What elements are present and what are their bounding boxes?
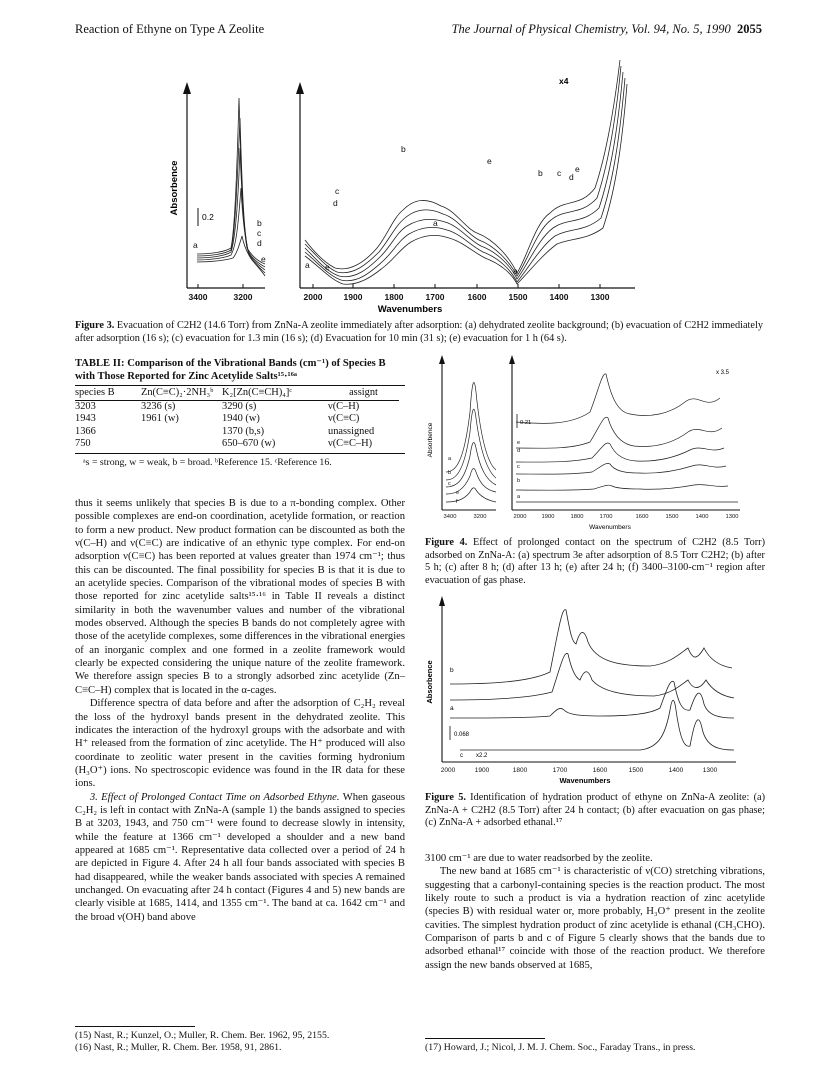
fig3-tick-1600: 1600 xyxy=(467,292,487,302)
fig4-multiplier: x 3.5 xyxy=(716,370,730,376)
fig4-left-label-b: b xyxy=(448,470,452,476)
table-2-head-k-zn: K₂[Zn(C≡CH)₄]ᶜ xyxy=(222,387,293,398)
fig4-tick-2000: 2000 xyxy=(513,514,527,520)
fig3-right-label-c-right: c xyxy=(557,168,562,178)
table-cell: 3290 (s) xyxy=(222,400,257,412)
fig3-right-label-b: b xyxy=(401,144,406,154)
footnote-17: (17) Howard, J.; Nicol, J. M. J. Chem. Soc., Faraday Trans., in press. xyxy=(425,1042,696,1053)
fig3-scale-bar: 0.2 xyxy=(202,212,214,222)
fig4-right-label-e: e xyxy=(517,440,521,446)
table-cell xyxy=(141,426,222,439)
fig4-tick-1300: 1300 xyxy=(725,514,739,520)
fig5-tick-1900: 1900 xyxy=(474,767,490,774)
fig4-left-label-f: f xyxy=(456,499,458,505)
table-cell: 650–670 (w) xyxy=(222,438,276,450)
table-cell: 1940 (w) xyxy=(222,413,260,425)
fig3-right-label-d-right: d xyxy=(569,172,574,182)
body-paragraph: thus it seems unlikely that species B is due to a π-bonding complex. Other possible complexes are end-on coordination, acetylide formation, or reaction to form a new product. New product formation can be discounted as both the ν(C–H) and ν(C≡C) are indicative of an ethynic type complex. For end-on adsorption ν(C≡C) has been reported at values greater than 1974 cm⁻¹; thus this can be discounted. The final possibility for species B is that it is due to an acetylide species. Comparison of the vibrational modes of species B with those reported for zinc acetylide salts¹⁵·¹⁶ in Table II reveals a distinct similarity in both the wavenumber values and number of the vibrational modes observed. Although the species B bands do not completely agree with those of the acetylide complexes, some differences in the vibrational energies of an inorganic complex and one formed in a zeolite framework would clearly be expected considering the unique nature of the zeolite framework. We therefore assign species B to a strongly adsorbed zinc acetylide (Zn–C≡C–H) complex that is located in the α-cages. xyxy=(75,498,405,696)
fig4-tick-1600: 1600 xyxy=(635,514,649,520)
table-cell: 1943 xyxy=(75,413,96,425)
fig3-right-label-a: a xyxy=(305,260,310,270)
fig4-right-label-b: b xyxy=(517,478,521,484)
journal-name: The Journal of Physical Chemistry, Vol. 94, No. 5, 1990 xyxy=(451,22,731,36)
fig3-right-label-b-right: b xyxy=(538,168,543,178)
fig3-tick-3400: 3400 xyxy=(188,292,208,302)
fig3-tick-1900: 1900 xyxy=(343,292,363,302)
table-2-footnote: ᵃs = strong, w = weak, b = broad. ᵇReference 15. ᶜReference 16. xyxy=(83,456,332,468)
fig4-tick-1900: 1900 xyxy=(541,514,555,520)
fig5-tick-1800: 1800 xyxy=(512,767,528,774)
fig3-tick-1400: 1400 xyxy=(549,292,569,302)
table-cell: 1370 (b,s) xyxy=(222,425,265,437)
fig5-tick-1700: 1700 xyxy=(552,767,568,774)
left-column-body xyxy=(75,497,405,924)
fig5-tick-1400: 1400 xyxy=(668,767,684,774)
running-header-left: Reaction of Ethyne on Type A Zeolite xyxy=(75,22,265,36)
table-2-header-row xyxy=(75,387,405,400)
figure-5-caption-label: Figure 5. xyxy=(425,792,466,803)
page-number: 2055 xyxy=(737,22,762,36)
fig3-y-label: Absorbence xyxy=(169,160,180,216)
figure-3-caption-text: Evacuation of C2H2 (14.6 Torr) from ZnNa-A zeolite immediately after adsorption: (a) dehydrated zeolite background; (b) evacuation of C2H2 immediately after adsorption (16 s); (c) evacuation for 1.3 min (16 s); (d) Evacuation for 10 min (31 s); (e) evacuation for 1 h (64 s). xyxy=(75,320,763,344)
table-cell: ν(C≡C) xyxy=(328,413,360,425)
fig3-left-label-b: b xyxy=(257,218,262,228)
table-cell: ν(C≡C–H) xyxy=(328,438,373,450)
footnote-16: (16) Nast, R.; Muller, R. Chem. Ber. 1958, 91, 2861. xyxy=(75,1042,282,1054)
fig5-tick-1500: 1500 xyxy=(628,767,644,774)
fig5-tick-1300: 1300 xyxy=(702,767,718,774)
fig4-tick-1500: 1500 xyxy=(665,514,679,520)
fig5-x-label: Wavenumbers xyxy=(559,776,611,785)
fig4-tick-1400: 1400 xyxy=(695,514,709,520)
fig5-tick-2000: 2000 xyxy=(440,767,456,774)
fig3-tick-3200: 3200 xyxy=(233,292,253,302)
fig3-right-label-e: e xyxy=(487,156,492,166)
table-cell: 3236 (s) xyxy=(141,400,176,412)
fig3-left-label-d: d xyxy=(257,238,262,248)
fig3-right-label-e-low: e xyxy=(325,262,330,272)
figure-3-caption xyxy=(75,320,763,345)
fig3-right-label-e-right: e xyxy=(575,164,580,174)
table-cell: 1961 (w) xyxy=(141,413,179,425)
section-3-title: 3. Effect of Prolonged Contact Time on Adsorbed Ethyne. xyxy=(89,791,340,803)
fig5-y-label: Absorbence xyxy=(425,660,434,704)
fig5-label-c: c xyxy=(460,753,463,759)
figure-3-spectrum xyxy=(165,48,665,318)
figure-4-spectrum xyxy=(420,352,765,534)
fig4-scale-bar: 0.21 xyxy=(520,420,532,426)
fig5-tick-1600: 1600 xyxy=(592,767,608,774)
table-row xyxy=(75,401,405,414)
table-2 xyxy=(75,357,405,469)
table-2-head-assignt: assignt xyxy=(349,387,378,398)
figure-3-caption-label: Figure 3. xyxy=(75,320,115,331)
body-paragraph: The new band at 1685 cm⁻¹ is characteristic of ν(CO) stretching vibrations, suggesting that a carbonyl-containing species is the reaction product. The most likely route to such a product is via a hydration reaction of zinc acetylide (species B) with residual water or, more probably, H₃O⁺ present in the zeolite cavities. The simplest hydration product of zinc acetylide is ethanal (CH₃CHO). Comparison of parts b and c of Figure 5 clearly shows that the bands due to adsorbed ethanal¹⁷ coincide with those of the reaction product. We therefore assign the new bands observed at 1685, xyxy=(425,866,765,971)
section-3-paragraph xyxy=(75,791,405,924)
table-2-head-zn-ammine: Zn(C≡C)₂·2NH₃ᵇ xyxy=(141,387,214,398)
fig4-tick-1700: 1700 xyxy=(599,514,613,520)
fig4-left-label-e: e xyxy=(456,490,460,496)
fig3-right-label-a-mid: a xyxy=(433,218,438,228)
fig4-left-label-c: c xyxy=(448,481,451,487)
fig4-x-label: Wavenumbers xyxy=(589,524,631,531)
fig3-x-label: Wavenumbers xyxy=(377,304,443,315)
section-3-text: When gaseous C₂H₂ is left in contact with ZnNa-A (sample 1) the bands assigned to species B at 3203, 1943, and 750 cm⁻¹ were found to decrease slowly in intensity, while the feature at 1366 cm⁻¹ developed a shoulder and a new band appeared at 1685 cm⁻¹. Representative data collected over a period of 24 h are depicted in Figure 4. After 24 h all four bands associated with species B had disappeared, while the weaker bands associated with species A remained unchanged. On evacuating after 24 h contact (Figures 4 and 5) new bands are clearly visible at 1685, 1414, and 1355 cm⁻¹. The band at ca. 1642 cm⁻¹ and the broad ν(OH) band above xyxy=(75,791,405,923)
figure-5-caption xyxy=(425,792,765,830)
fig4-tick-1800: 1800 xyxy=(570,514,584,520)
body-paragraph: Difference spectra of data before and after the adsorption of C₂H₂ reveal the loss of the hydroxyl bands present in the dehydrated zeolite. This indicates the interaction of the hydroxyl groups with the adsorbate and with H⁺ released from the formation of zinc acetylide. The H⁺ produced will also coordinate to zeolitic water present in the cavities forming hydronium (H₃O⁺) ions. No spectroscopic evidence was found in the IR data for these ions. xyxy=(75,698,405,790)
fig3-left-label-e: e xyxy=(261,254,266,264)
fig3-right-label-a-low: a xyxy=(513,266,518,276)
figure-5-spectrum xyxy=(420,592,765,788)
fig4-tick-3400: 3400 xyxy=(443,514,457,520)
table-cell: ν(C–H) xyxy=(328,400,360,412)
fig4-right-label-d: d xyxy=(517,448,521,454)
table-cell: unassigned xyxy=(328,425,375,437)
table-2-head-species: species B xyxy=(75,387,115,398)
left-footnotes xyxy=(75,1026,405,1055)
table-row xyxy=(75,438,405,451)
table-2-grid xyxy=(75,387,405,451)
fig3-left-label-c: c xyxy=(257,228,262,238)
figure-4-caption-text: Effect of prolonged contact on the spectrum of C2H2 (8.5 Torr) adsorbed on ZnNa-A: (a) spectrum 3e after adsorption of 8.5 Torr C2H2; (b) after 5 h; (c) after 8 h; (d) after 13 h; (e) after 24 h; (f) 3400–3100-cm⁻¹ region after evacuation of gas phase. xyxy=(425,537,766,586)
table-cell: 750 xyxy=(75,438,91,450)
running-header-right xyxy=(452,22,762,37)
right-footnotes xyxy=(425,1038,765,1054)
fig3-tick-2000: 2000 xyxy=(303,292,323,302)
body-paragraph: 3100 cm⁻¹ are due to water readsorbed by the zeolite. xyxy=(425,853,653,864)
table-row xyxy=(75,426,405,439)
fig4-left-label-a: a xyxy=(448,456,452,462)
figure-4-caption-label: Figure 4. xyxy=(425,537,468,548)
fig3-tick-1500: 1500 xyxy=(508,292,528,302)
fig5-label-b: b xyxy=(450,667,454,674)
table-2-title: TABLE II: Comparison of the Vibrational Bands (cm⁻¹) of Species B with Those Reported for Zinc Acetylide Salts¹⁵·¹⁶ᵃ xyxy=(75,358,386,382)
fig5-scale-bar: 0.068 xyxy=(454,732,470,738)
table-row xyxy=(75,413,405,426)
fig3-tick-1700: 1700 xyxy=(425,292,445,302)
fig4-y-label: Absorbence xyxy=(427,422,434,458)
fig3-left-label-a: a xyxy=(193,240,198,250)
fig5-multiplier: x2.2 xyxy=(476,753,488,759)
fig3-tick-1300: 1300 xyxy=(590,292,610,302)
figure-5-caption-text: Identification of hydration product of ethyne on ZnNa-A zeolite: (a) ZnNa-A + C2H2 (8.5 Torr) after 24 h contact; (b) after evacuation on gas phase; (c) ZnNa-A + adsorbed ethanal.¹⁷ xyxy=(425,792,765,829)
table-cell xyxy=(141,438,222,451)
fig4-right-label-c: c xyxy=(517,464,520,470)
table-cell: 3203 xyxy=(75,400,96,412)
fig5-label-a: a xyxy=(450,705,454,712)
footnote-15: (15) Nast, R.; Kunzel, O.; Muller, R. Chem. Ber. 1962, 95, 2155. xyxy=(75,1030,330,1041)
fig3-right-label-c: c xyxy=(335,186,340,196)
right-column-body xyxy=(425,852,765,972)
fig3-tick-1800: 1800 xyxy=(384,292,404,302)
fig3-right-label-d: d xyxy=(333,198,338,208)
fig3-multiplier: x4 xyxy=(559,76,569,86)
fig4-tick-3200: 3200 xyxy=(473,514,487,520)
figure-4-caption xyxy=(425,537,765,587)
fig4-right-label-a: a xyxy=(517,494,521,500)
table-cell: 1366 xyxy=(75,425,96,437)
